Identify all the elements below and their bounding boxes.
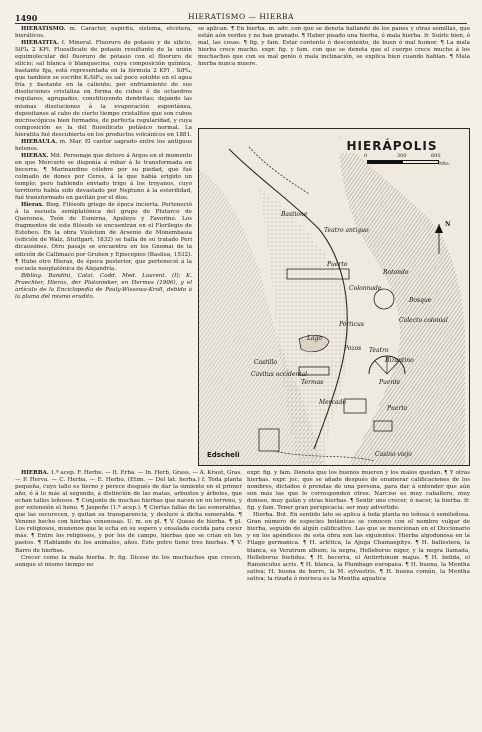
entry-body: Hierba. Bot. En sentido lato se aplica á toda planta no leñosa ó semileñosa. Gran número de especies botánicas se conocen con el nombre vulgar de hierba, seguido de algún calificativo. Las que se mencionan en el Diccionario y en los apéndices de esta obra son las siguientes: Hierba algodonosa en la Filago germanica. ¶ H. arlética, la Ajuga Chamaepitys. ¶ H. ballestera, la blanca, es Veratrum album; la negra, Helleborus niger, y la negra llamada, Helleborus foetidus. ¶ H. becerra, el Antirrhinum majus. ¶ H. belida, el Ranunculus acris. ¶ H. blanca, la Plumbago europaea. ¶ H. buena, la Mentha sativa; H. buena de burro, la M. sylvestris. ¶ H. buena común, la Mentha sativa; la rizada ó morisca es la Mentha aquatica <box>247 512 470 582</box>
entry-head: HIERAULA. <box>21 138 58 145</box>
map-title: HIERÁPOLIS <box>327 139 457 153</box>
map-label: Teatro antiguo <box>324 227 369 234</box>
scale-bar <box>367 160 439 164</box>
scale-label-600: 600 <box>431 153 441 159</box>
bottom-right-column <box>247 470 470 710</box>
north-arrow-icon: N <box>445 221 451 228</box>
entry-body: m. Carácter, espíritu, sistema, etcétera, hieráticos. <box>15 26 192 40</box>
map-label: Pozos <box>344 345 362 352</box>
entry-hierax-biog <box>15 202 192 272</box>
map-scale <box>364 153 457 169</box>
hierapolis-map <box>198 128 470 466</box>
map-label: Bizantino <box>385 357 414 364</box>
map-label: Termas <box>301 379 324 386</box>
entry-head: HIERAX. <box>21 152 49 159</box>
entry-hierba-bot <box>247 512 470 582</box>
right-top-text: se aplican. ¶ En hierba. m. adv. con que se denota hallando de los panes y otras semillas, que están aún verdes y no han granado. ¶ Haber pisado una hierba, ó mala hierba. fr. Suírle bien, ó mal, las cosas. ¶ fig. y fam. Estar contento ó descontento, de buen ó mal humor. ¶ La mala hierba crece mucho. expr. fig. y fam. con que se denota que el cuerpo crece mucho á los muchachos que con su mal genio ó mala inclinación, se explica bien cuando hablan. ¶ Mala hierba nunca muere. <box>198 26 470 68</box>
right-top-column <box>198 26 470 126</box>
entry-body: f. Mineral. Fluoruro de potasio y de silicio, SiFl₄ 2 KFl. Fluosilicato de potasio resultante de la unión equimolecular del fluoruro de potasio con el fluoruro de silicio; sal blanca ó blanquecina, cuya composición química, bastante fija, está representada en la fórmula 2 KFl . SiFl₄, que también se escribe K₂SiF₆; es sal poco soluble en el agua fría y bastante en la caliente; por enfriamiento de sus disoluciones cristaliza en forma de cubos ó de octaedros regulares, agrupados, constituyendo dendritas; dejando las mismas disoluciones á la evaporación espontánea, depositanse al cabo de cierto tiempo cristalitos que son cubos microscópicos bien formados, de perfecta regularidad, y cuya composición es la del fluosilicato potásico normal. La hieratita fué descubierta en los productos volcánicos en 1881. <box>15 40 192 138</box>
map-label: Lago <box>307 335 323 342</box>
header-rule <box>15 23 467 24</box>
page-number: 1490 <box>15 13 38 23</box>
map-label: Colecto colonial <box>399 317 448 324</box>
entry-body: Bibliog. Bandini, Catal. Codd. Med. Laurent. (I); K. Praechter, Hierax, der Platonniker, en Hermes (1906), y el artículo de la Enciclopedia de Pauly-Wissowa-Kroll, debido á la pluma del mismo erudito. <box>15 272 192 300</box>
entry-body: expr. fig. y fam. Denota que los buenos mueren y los malos quedan. ¶ Y otras hierbas. expr. joc. que se añade después de enumerar calificaciones de los nombres, dictados ó prendas de una persona, para dar á entender que aún son más las que le corresponden otros. Narciso es muy caballero, muy donoso, muy galán y otras hierbas. ¶ Sentir uno crecer, ó nacer, la hierba. fr. fig. y fam. Tener gran perspicacia; ser muy advertido. <box>247 470 470 512</box>
entry-head: HIERATISMO. <box>21 26 66 32</box>
map-label: Mercado <box>319 399 346 406</box>
entry-continued <box>247 470 470 512</box>
entry-hieraula <box>15 139 192 153</box>
map-label: Puerta <box>387 405 408 412</box>
map-label: Pórticus <box>339 321 364 328</box>
entry-body: Crecer como la mala hierba. fr. fig. Dícese de los muchachos que crecen, aunque el mismo tiempo no <box>15 554 242 568</box>
map-label: Colonnade <box>349 285 382 292</box>
scale-label-unit: Mts. <box>439 161 451 167</box>
entry-bibliog <box>15 273 192 301</box>
entry-head: HIERBA. <box>21 470 49 476</box>
entry-crecer <box>15 555 242 569</box>
entry-hierba <box>15 470 242 555</box>
bottom-left-column <box>15 470 242 710</box>
map-label: Castillo <box>254 359 278 366</box>
map-label: Casino viejo <box>375 451 412 458</box>
entry-body: Mit. Personaje que detuvo á Argos en el momento en que Mercurio se disponía á robar á Io transformada en becerra. ¶ Marinandino célebre por su piedad, que fué colmado de dones por Ceres, á la que había erigido un templo; pero habiendo enviado trigo á los troyanos, cuyo territorio había sido devastado por Neptuno á la esterilidad, fué transformado en gavilán por el dios. <box>15 152 192 202</box>
map-label-edscheli: Edscheli <box>207 451 240 459</box>
map-label: Bosque <box>409 297 432 304</box>
map-label: Bastione <box>281 211 308 218</box>
map-label: Puente <box>379 379 401 386</box>
left-column <box>15 26 192 470</box>
map-label: Rotondo <box>383 269 409 276</box>
running-title: HIERATISMO — HIERBA <box>188 12 294 21</box>
entry-head: HIERATITA. <box>21 40 59 47</box>
entry-body: m. Mar. El cantor sagrado entre los antiguos helenos. <box>15 138 192 152</box>
scale-label-300: 300 <box>397 153 407 159</box>
scale-label-0: 0 <box>364 153 368 159</box>
entry-body: 1.ª acep. F. Herbe. — It. Erba. — In. Herb, Grass. — A. Kraut, Gras. — P. Herva. — C. Herba. — E. Herbo. (Etim. — Del lat. herba.) f. Toda planta pequeña, cuyo tallo es tierno y perece después de dar la simiente en el primer año, ó á lo más al segundo, á distinción de las matas, arbustos y árboles, que echan tallos leñosos. ¶ Conjunto de muchas hierbas que nacen en un terreno, y por extensión el heno. ¶ Jaspeño (1.ª acep.). ¶ Ciertas fallas de las esmeraldas, que las oscurecen, y quitan su transparencia, y desluce á dicha esmeralda. ¶ Veneno hecho con hierbas venenosas. U. m. en pl. ¶ V. Queso de hierba. ¶ pl. Los religiosos, munenos que le echa en su sopero y ensalada cocida para cocer más. ¶ Entre los religiosos, y por los de campo, hierbas que se crían en los pastos. ¶ Hablando de los animales, años. Este potro tiene tres hierbas. ¶ V. Barro de hierbas. <box>15 470 242 554</box>
entry-head: Hierax. <box>21 202 44 209</box>
entry-hieratita <box>15 40 192 139</box>
map-label: Puerto <box>327 261 348 268</box>
entry-hieratismo <box>15 26 192 40</box>
entry-hierax-mit <box>15 153 192 202</box>
entry-body: Biog. Filósofo griego de época incierta. Perteneció á la escuela semiplatónica del grupo de Plutarco de Queronea, Teón de Esmirna, Apuleyo y Favorino. Los fragmentos de este filósofo se encuentran en el Florilegio de Estobeo. En la obra Violetum de Arsenio de Monembasia (edición de Walz, Stuttgart, 1832) se halla de su tratado Peri dicaiosines. Otro pasaje se encuentra en los Gnomai de la edición de Callimaco por Gruben y Episcopios (Basilea, 1532). ¶ Hubo otro Hierax, de época posterior, que perteneció á la escuela neoplatónica de Alejandría. <box>15 202 192 272</box>
map-label: Teatro <box>369 347 389 354</box>
map-label: Cavitus occidental <box>251 371 308 378</box>
